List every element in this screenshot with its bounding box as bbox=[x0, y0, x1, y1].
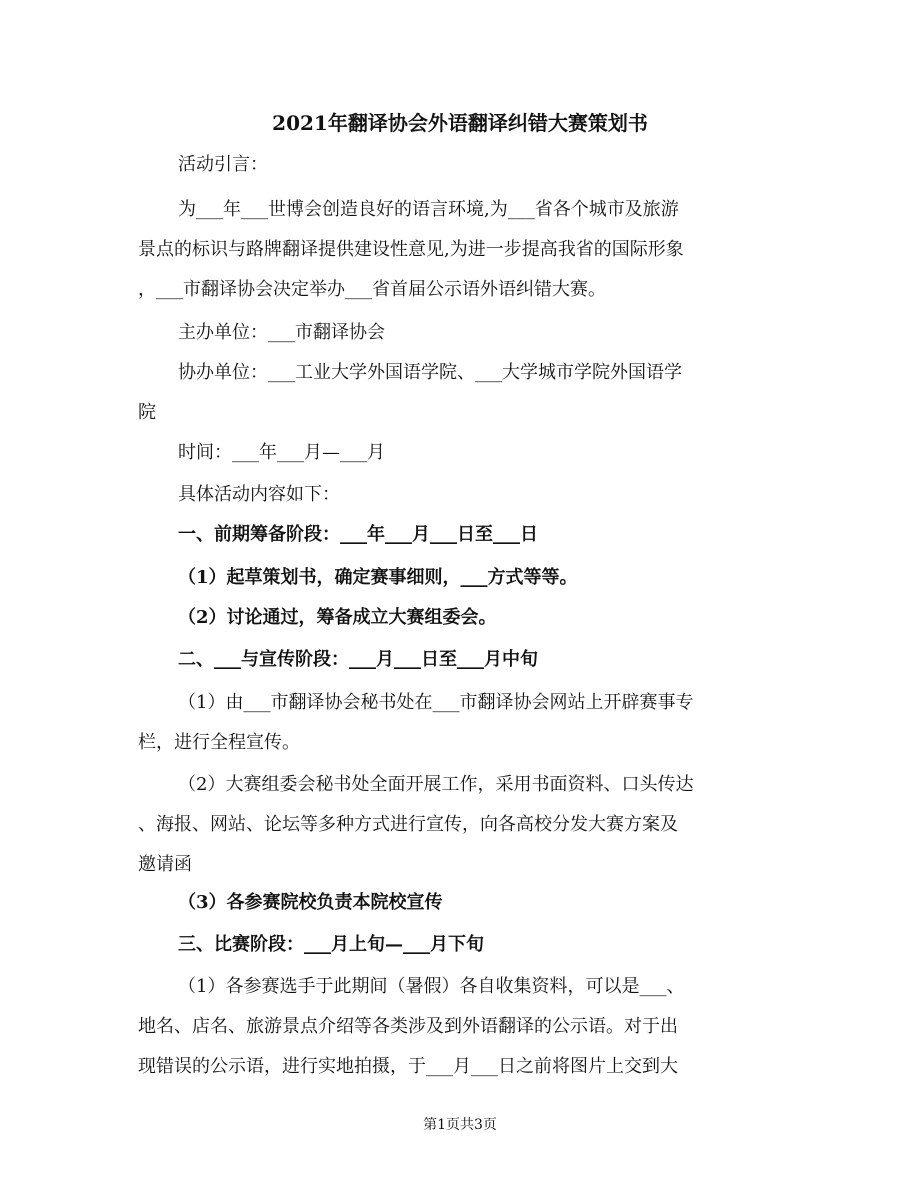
paragraph-line: 栏，进行全程宣传。 bbox=[138, 732, 300, 753]
paragraph-line: （1）由___市翻译协会秘书处在___市翻译协会网站上开辟赛事专 bbox=[178, 692, 694, 713]
paragraph-line: 地名、店名、旅游景点介绍等各类涉及到外语翻译的公示语。对于出 bbox=[138, 1016, 678, 1037]
paragraph-line: 现错误的公示语，进行实地拍摄，于___月___日之前将图片上交到大 bbox=[138, 1056, 678, 1077]
paragraph-line: 院 bbox=[138, 402, 156, 423]
paragraph-line: 时间：___年___月—___月 bbox=[178, 442, 385, 463]
paragraph-line: 活动引言： bbox=[178, 154, 268, 175]
paragraph-line: （2）大赛组委会秘书处全面开展工作，采用书面资料、口头传达 bbox=[178, 774, 694, 795]
paragraph-line: ，___市翻译协会决定举办___省首届公示语外语纠错大赛。 bbox=[138, 279, 606, 300]
paragraph-line: 协办单位：___工业大学外国语学院、___大学城市学院外国语学 bbox=[178, 362, 682, 383]
section-heading: 三、比赛阶段：___月上旬—___月下旬 bbox=[178, 934, 484, 955]
paragraph-line: 为___年___世博会创造良好的语言环境,为___省各个城市及旅游 bbox=[178, 199, 679, 220]
paragraph-line: 、海报、网站、论坛等多种方式进行宣传，向各高校分发大赛方案及 bbox=[138, 814, 678, 835]
section-heading: 一、前期筹备阶段：___年___月___日至___日 bbox=[178, 524, 538, 545]
paragraph-line: 景点的标识与路牌翻译提供建设性意见,为进一步提高我省的国际形象 bbox=[138, 239, 684, 260]
document-title: 2021年翻译协会外语翻译纠错大赛策划书 bbox=[272, 111, 648, 135]
paragraph-line: 邀请函 bbox=[138, 854, 192, 875]
page-number-footer: 第1页共3页 bbox=[423, 1117, 497, 1133]
section-heading: 二、___与宣传阶段：___月___日至___月中旬 bbox=[178, 649, 538, 670]
paragraph-line: （1）各参赛选手于此期间（暑假）各自收集资料，可以是___、 bbox=[178, 976, 685, 997]
section-item: （3）各参赛院校负责本院校宣传 bbox=[178, 892, 443, 913]
paragraph-line: 主办单位：___市翻译协会 bbox=[178, 322, 385, 343]
section-item: （2）讨论通过，筹备成立大赛组委会。 bbox=[178, 607, 497, 628]
section-item: （1）起草策划书，确定赛事细则，___方式等等。 bbox=[178, 567, 578, 588]
paragraph-line: 具体活动内容如下： bbox=[178, 484, 340, 505]
